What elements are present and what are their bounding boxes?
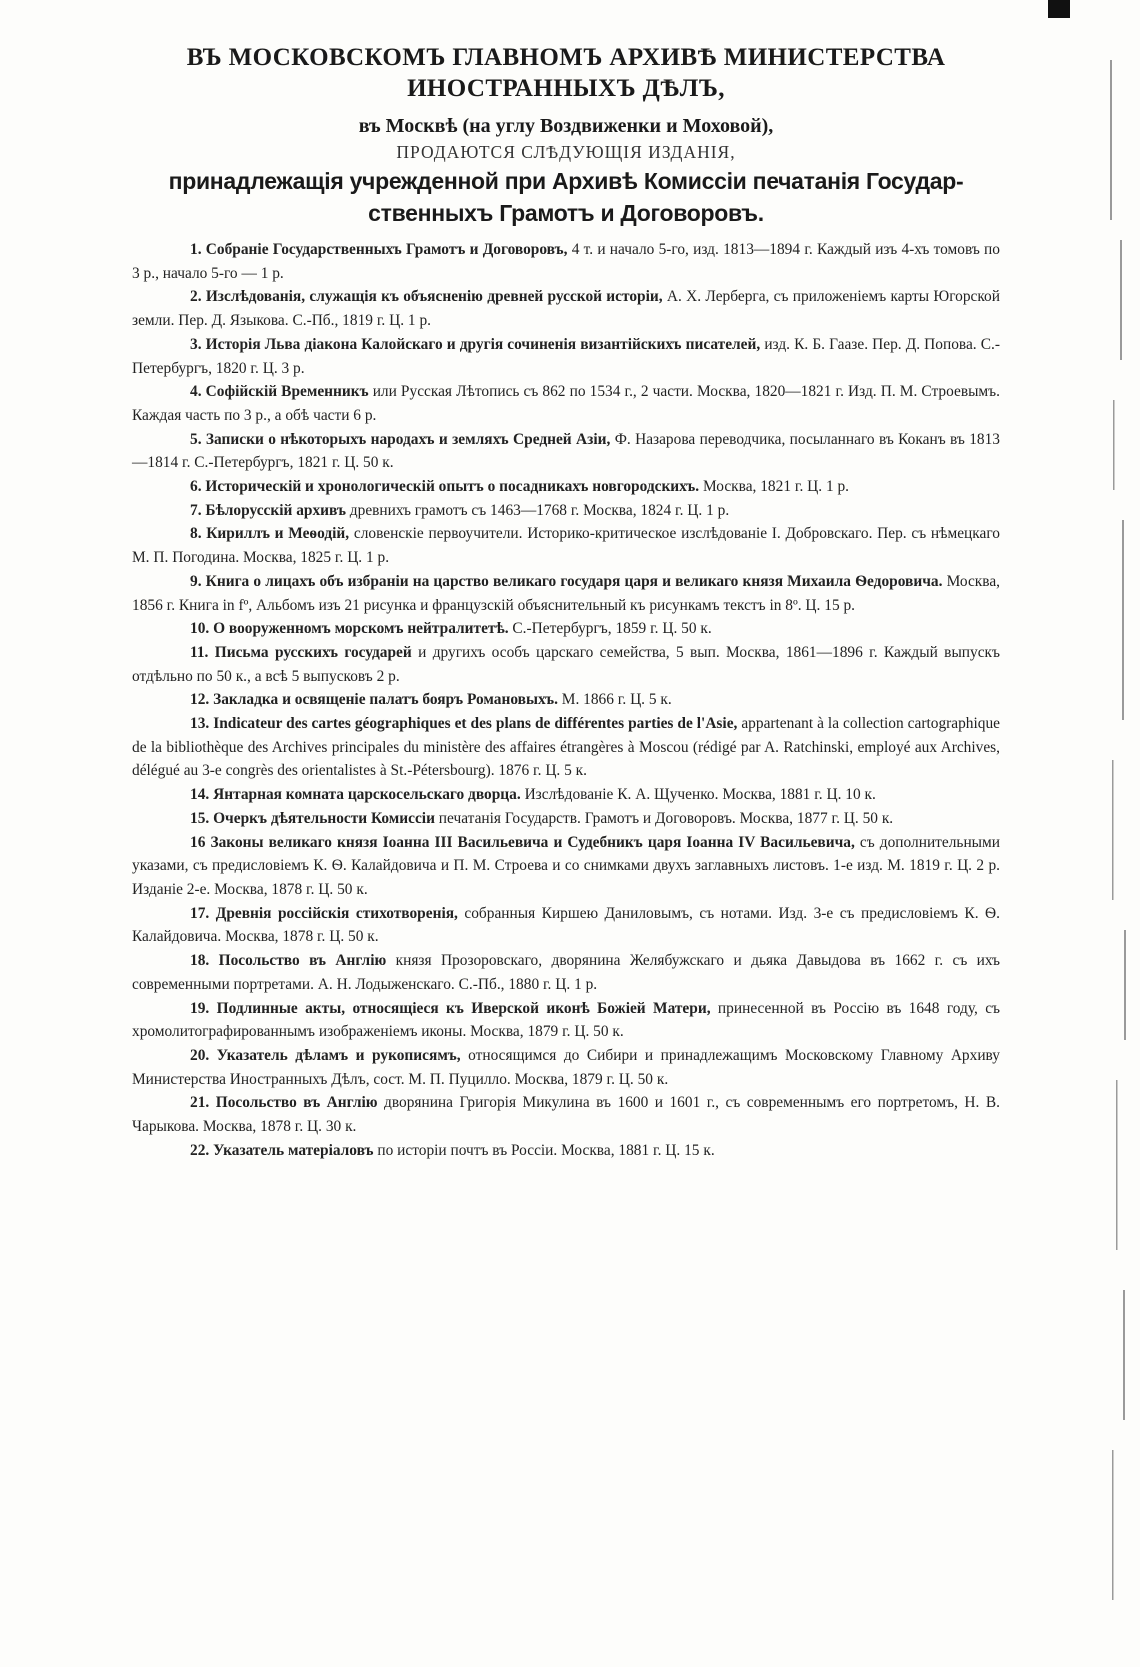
- item-text: А. Х. Лерберга, съ приложеніемъ карты Югорской земли. Пер. Д. Языкова. С.-Пб., 1819 г. Ц. 1 р.: [132, 288, 1000, 330]
- item-text: древнихъ грамотъ съ 1463—1768 г. Москва, 1824 г. Ц. 1 р.: [345, 501, 730, 519]
- list-item: [132, 570, 1000, 617]
- list-item: [132, 783, 1000, 807]
- item-text: собранныя Киршею Даниловымъ, съ нотами. Изд. 3-е съ предисловіемъ К. Ѳ. Калайдовича. Москва, 1878 г. Ц. 50 к.: [132, 904, 1000, 946]
- commission-line-1: принадлежащія учрежденной при Архивѣ Комиссіи печатанія Государ-: [168, 168, 964, 194]
- document-page: [132, 42, 1000, 1162]
- title-line-1: ВЪ МОСКОВСКОМЪ ГЛАВНОМЪ АРХИВѢ МИНИСТЕРСТВА: [186, 44, 946, 71]
- item-text: съ дополнительными указами, съ предисловіемъ К. Ѳ. Калайдовича и П. М. Строева и со снимками двухъ заглавныхъ листовъ. 1-е изд. М. 1819 г. Ц. 2 р. Изданіе 2-е. Москва, 1878 г. Ц. 50 к.: [132, 833, 1000, 898]
- list-item: [132, 1044, 1000, 1091]
- item-text: печатанія Государств. Грамотъ и Договоровъ. Москва, 1877 г. Ц. 50 к.: [434, 809, 894, 827]
- item-title: 5. Записки о нѣкоторыхъ народахъ и земляхъ Средней Азіи,: [190, 430, 611, 448]
- item-title: 1. Собраніе Государственныхъ Грамотъ и Договоровъ,: [190, 241, 568, 258]
- list-item: [132, 522, 1000, 569]
- item-title: 3. Исторія Льва діакона Калойскаго и другія сочиненія византійскихъ писателей,: [190, 335, 761, 353]
- list-item: [132, 949, 1000, 996]
- list-item: [132, 688, 1000, 712]
- item-text: дворянина Григорія Микулина въ 1600 и 1601 г., съ современнымъ его портретомъ, Н. В. Чарыкова. Москва, 1878 г. Ц. 30 к.: [132, 1094, 1000, 1136]
- item-text: или Русская Лѣтопись съ 862 по 1534 г., 2 части. Москва, 1820—1821 г. Изд. П. М. Строевымъ. Каждая часть по 3 р., а обѣ части 6 р.: [132, 383, 1000, 424]
- item-title: 4. Софійскій Временникъ: [190, 383, 369, 401]
- item-text: Изслѣдованіе К. А. Щученко. Москва, 1881 г. Ц. 10 к.: [520, 786, 876, 804]
- item-title: 19. Подлинные акты, относящіеся къ Иверской иконѣ Божіей Матери,: [190, 999, 711, 1017]
- item-text: appartenant à la collection cartographique de la bibliothèque des Archives principales du ministère des affaires étrangères à Moscou (rédigé par A. Ratchinski, employé aux Archives, délégué au 3-e congrès des orientalistes à St.-Pétersbourg). 1876 г. Ц. 5 к.: [132, 715, 1000, 780]
- list-item: [132, 712, 1000, 783]
- item-title: 22. Указатель матеріаловъ: [190, 1141, 374, 1159]
- item-title: 13. Indicateur des cartes géographiques et des plans de différentes parties de l'Asie,: [190, 715, 738, 733]
- list-item: [132, 475, 1000, 499]
- item-text: и другихъ особъ царскаго семейства, 5 вып. Москва, 1861—1896 г. Каждый выпускъ отдѣльно по 50 к., а всѣ 5 выпусковъ 2 р.: [132, 643, 1000, 685]
- item-text: изд. К. Б. Гаазе. Пер. Д. Попова. С.-Петербургъ, 1820 г. Ц. 3 р.: [132, 335, 1000, 377]
- item-title: 11. Письма русскихъ государей: [190, 643, 412, 661]
- item-text: Ф. Назарова переводчика, посыланнаго въ Коканъ въ 1813—1814 г. С.-Петербургъ, 1821 г. Ц. 50 к.: [132, 430, 1000, 472]
- title-line-2: ИНОСТРАННЫХЪ ДѢЛЪ,: [407, 75, 725, 102]
- list-item: [132, 499, 1000, 523]
- item-title: 21. Посольство въ Англію: [190, 1094, 378, 1112]
- list-item: [132, 1139, 1000, 1163]
- item-text: С.-Петербургъ, 1859 г. Ц. 50 к.: [508, 620, 712, 638]
- list-item: [132, 333, 1000, 380]
- commission-line-2: ственныхъ Грамотъ и Договоровъ.: [368, 200, 764, 226]
- list-item: [132, 807, 1000, 831]
- item-title: 15. Очеркъ дѣятельности Комиссіи: [190, 809, 435, 827]
- item-text: по исторіи почтъ въ Россіи. Москва, 1881 г. Ц. 15 к.: [373, 1141, 715, 1159]
- list-item: [132, 428, 1000, 475]
- item-text: относящимся до Сибири и принадлежащимъ Московскому Главному Архиву Министерства Иностранныхъ Дѣлъ, сост. М. П. Пуцилло. Москва, 1879 г. Ц. 50 к.: [132, 1046, 1000, 1088]
- item-title: 20. Указатель дѣламъ и рукописямъ,: [190, 1046, 461, 1064]
- item-title: 8. Кириллъ и Меѳодій,: [190, 525, 350, 543]
- list-item: [132, 238, 1000, 285]
- list-item: [132, 831, 1000, 902]
- item-text: Москва, 1821 г. Ц. 1 р.: [699, 478, 850, 496]
- list-item: [132, 380, 1000, 427]
- item-text: М. 1866 г. Ц. 5 к.: [557, 691, 672, 709]
- item-title: 18. Посольство въ Англію: [190, 952, 387, 970]
- item-title: 10. О вооруженномъ морскомъ нейтралитетѣ.: [190, 620, 509, 638]
- item-title: 14. Янтарная комната царскосельскаго дворца.: [190, 786, 521, 804]
- item-title: 2. Изслѣдованія, служащія къ объясненію древней русской исторіи,: [190, 288, 663, 306]
- item-title: 16 Законы великаго князя Іоанна III Васильевича и Судебникъ царя Іоанна IV Васильевича,: [190, 833, 855, 851]
- list-item: [132, 1091, 1000, 1138]
- address-line: въ Москвѣ (на углу Воздвиженки и Моховой),: [358, 115, 774, 137]
- item-title: 6. Историческій и хронологическій опытъ о посадникахъ новгородскихъ.: [190, 478, 700, 496]
- item-text: принесенной въ Россію въ 1648 году, съ хромолитографированнымъ изображеніемъ иконы. Москва, 1879 г. Ц. 50 к.: [132, 999, 1000, 1041]
- item-title: 12. Закладка и освященіе палатъ бояръ Романовыхъ.: [190, 691, 558, 709]
- list-item: [132, 641, 1000, 688]
- item-text: 4 т. и начало 5-го, изд. 1813—1894 г. Каждый изъ 4-хъ томовъ по 3 р., начало 5-го — 1 р.: [132, 241, 1000, 282]
- publications-list: [132, 238, 1000, 1162]
- list-item: [132, 997, 1000, 1044]
- list-item: [132, 902, 1000, 949]
- item-text: князя Прозоровскаго, дворянина Желябужскаго и дьяка Давыдова въ 1662 г. съ ихъ современными портретами. А. Н. Лодыженскаго. С.-Пб., 1880 г. Ц. 1 р.: [132, 952, 1000, 993]
- item-title: 17. Древнія россійскія стихотворенія,: [190, 904, 458, 922]
- item-text: Москва, 1856 г. Книга in fº, Альбомъ изъ 21 рисунка и французскій объяснительный къ рисункамъ текстъ in 8º. Ц. 15 р.: [132, 572, 1000, 614]
- item-title: 7. Бѣлорусскій архивъ: [190, 501, 346, 519]
- subtitle-line: ПРОДАЮТСЯ СЛѢДУЮЩІЯ ИЗДАНІЯ,: [396, 142, 736, 162]
- scan-edge-noise: [1050, 0, 1140, 1667]
- item-text: словенскіе первоучители. Историко-критическое изслѣдованіе І. Добровскаго. Пер. съ нѣмецкаго М. П. Погодина. Москва, 1825 г. Ц. 1 р.: [132, 525, 1000, 567]
- list-item: [132, 617, 1000, 641]
- item-title: 9. Книга о лицахъ объ избраніи на царство великаго государя царя и великаго князя Михаила Ѳедоровича.: [190, 572, 943, 590]
- list-item: [132, 285, 1000, 332]
